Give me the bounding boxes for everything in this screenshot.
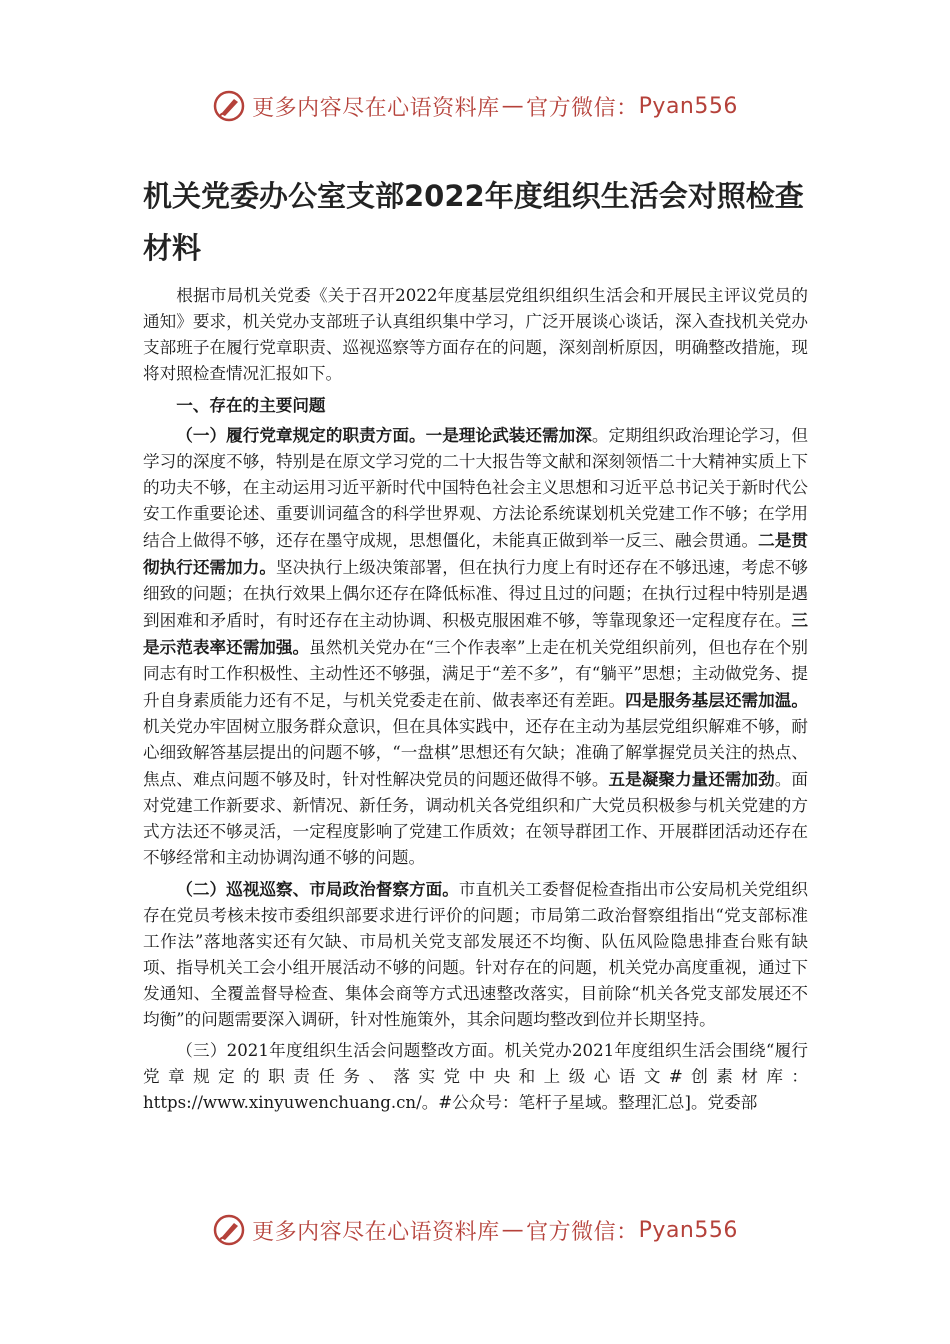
- watermark-wechat-id: Pyan556: [638, 93, 738, 119]
- brush-logo-icon: [212, 89, 246, 123]
- watermark-banner-top: [0, 84, 950, 128]
- brush-logo-icon: [212, 1213, 246, 1247]
- bold-point: 二是贯彻执行还需加力。: [143, 530, 809, 577]
- watermark-banner-bottom: [0, 1208, 950, 1252]
- paragraph-rectification: （三）2021年度组织生活会问题整改方面。机关党办2021年度组织生活会围绕“履行党章规定的职责任务、落实党中央和上级心语文#创素材库：https://www.xinyuwenchuang.cn/。#公众号：笔杆子星域。整理汇总]。党委部: [143, 1041, 808, 1112]
- section-heading: 一、存在的主要问题: [176, 395, 326, 415]
- bold-point: 四是服务基层还需加温。: [625, 690, 809, 710]
- bold-lead: （二）巡视巡察、市局政治督察方面。: [176, 879, 459, 899]
- paragraph-duty: （一）履行党章规定的职责方面。一是理论武装还需加深。定期组织政治理论学习，但学习的深度不够，特别是在原文学习党的二十大报告等文献和深刻领悟二十大精神实质上下的功夫不够，在主动运用习近平新时代中国特色社会主义思想和习近平总书记关于新时代公安工作重要论述、重要训词蕴含的科学世界观、方法论系统谋划机关党建工作不够；在学用结合上做得不够，还存在墨守成规，思想僵化，未能真正做到举一反三、融会贯通。二是贯彻执行还需加力。坚决执行上级决策部署，但在执行力度上有时还存在不够迅速，考虑不够细致的问题；在执行效果上偶尔还存在降低标准、得过且过的问题；在执行过程中特别是遇到困难和矛盾时，有时还存在主动协调、积极克服困难不够，等靠现象还一定程度存在。三是示范表率还需加强。虽然机关党办在“三个作表率”上走在机关党组织前列，但也存在个别同志有时工作积极性、主动性还不够强，满足于“差不多”，有“躺平”思想；主动做党务、提升自身素质能力还有不足，与机关党委走在前、做表率还有差距。四是服务基层还需加温。机关党办牢固树立服务群众意识，但在具体实践中，还存在主动为基层党组织解难不够，耐心细致解答基层提出的问题不够，“一盘棋”思想还有欠缺；准确了解掌握党员关注的热点、焦点、难点问题不够及时，针对性解决党员的问题还做得不够。五是凝聚力量还需加劲。面对党建工作新要求、新情况、新任务，调动机关各党组织和广大党员积极参与机关党建的方式方法还不够灵活，一定程度影响了党建工作质效；在领导群团工作、开展群团活动还存在不够经常和主动协调沟通不够的问题。: [143, 425, 809, 867]
- intro-paragraph: 根据市局机关党委《关于召开2022年度基层党组织组织生活会和开展民主评议党员的通知》要求，机关党办支部班子认真组织集中学习，广泛开展谈心谈话，深入查找机关党办支部班子在履行党章职责、巡视巡察等方面存在的问题，深刻剖析原因，明确整改措施，现将对照检查情况汇报如下。: [143, 286, 808, 383]
- document-title: 机关党委办公室支部2022年度组织生活会对照检查材料: [143, 179, 804, 265]
- watermark-contact-label: 官方微信：: [526, 1219, 639, 1245]
- watermark-contact-label: 官方微信：: [526, 95, 639, 121]
- watermark-text: 更多内容尽在心语资料库: [252, 1219, 500, 1245]
- watermark-separator: —: [501, 1217, 525, 1243]
- watermark-separator: —: [501, 93, 525, 119]
- paragraph-inspection: （二）巡视巡察、市局政治督察方面。市直机关工委督促检查指出市公安局机关党组织存在党员考核未按市委组织部要求进行评价的问题；市局第二政治督察组指出“党支部标准工作法”落地落实还有欠缺、市局机关党支部发展还不均衡、队伍风险隐患排查台账有缺项、指导机关工会小组开展活动不够的问题。针对存在的问题，机关党办高度重视，通过下发通知、全覆盖督导检查、集体会商等方式迅速整改落实，目前除“机关各党支部发展还不均衡”的问题需要深入调研，针对性施策外，其余问题均整改到位并长期坚持。: [143, 879, 809, 1029]
- bold-lead: （一）履行党章规定的职责方面。一是理论武装还需加深: [176, 425, 592, 445]
- bold-point: 五是凝聚力量还需加劲: [608, 769, 775, 789]
- document-body: [143, 283, 808, 1121]
- watermark-text: 更多内容尽在心语资料库: [252, 95, 500, 121]
- watermark-wechat-id: Pyan556: [638, 1217, 738, 1243]
- bold-point: 三是示范表率还需加强。: [143, 610, 808, 657]
- source-link[interactable]: https://www.xinyuwenchuang.cn/: [143, 1093, 422, 1112]
